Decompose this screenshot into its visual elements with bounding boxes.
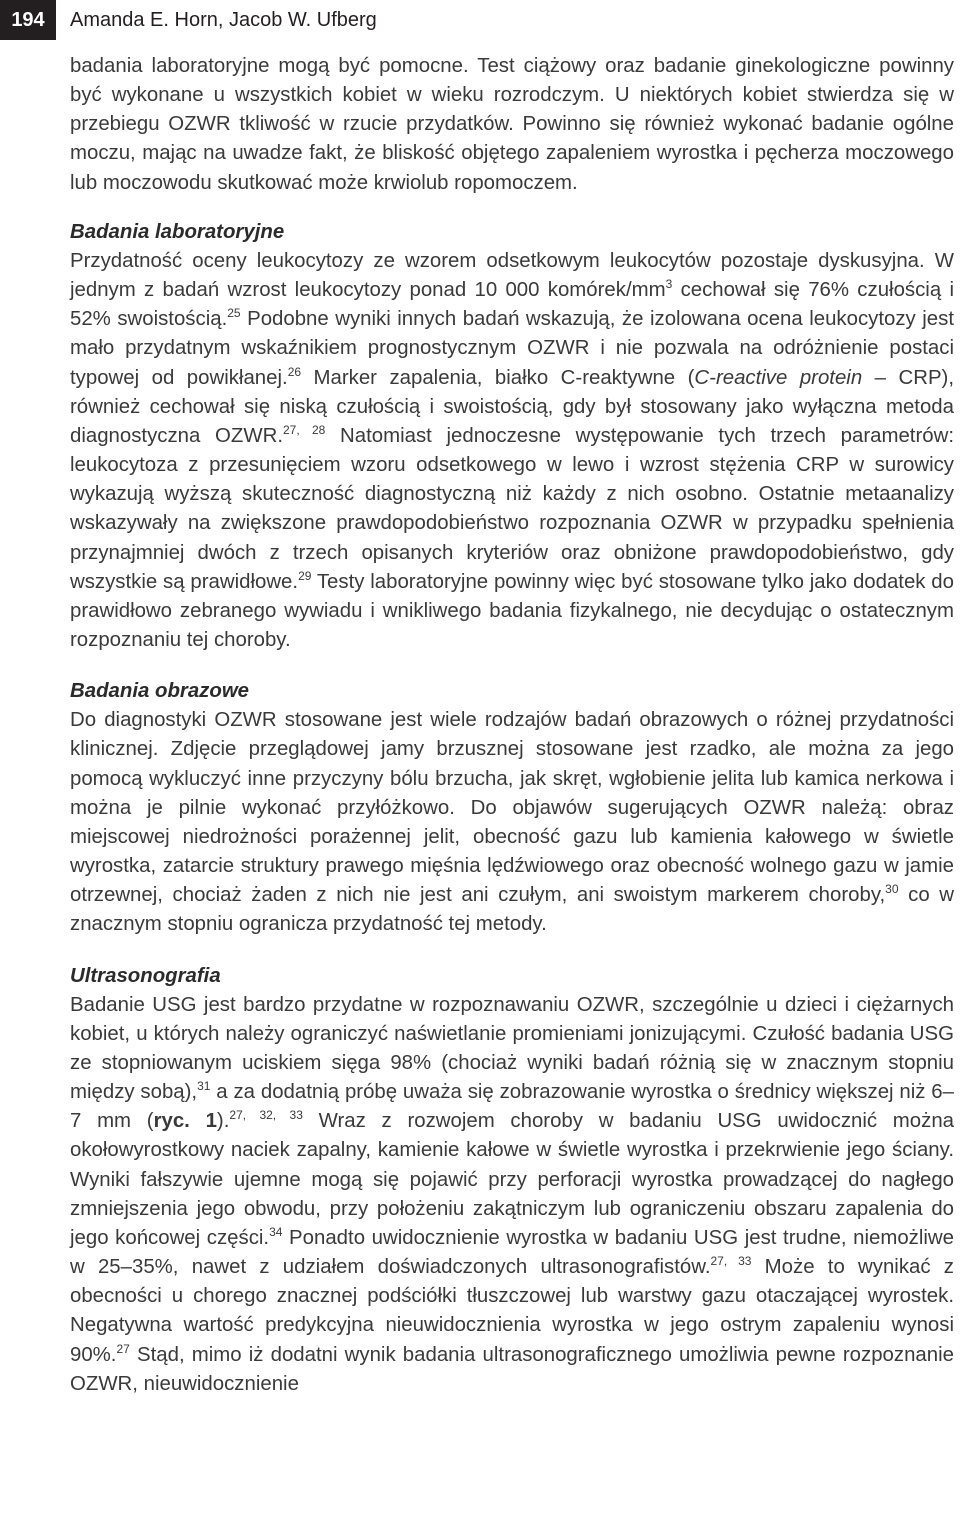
ultrasonography-paragraph (70, 991, 954, 1399)
text-run: Badanie USG jest bardzo przydatne w rozpoznawaniu OZWR, szczególnie u dzieci i ciężarnych kobiet, u których należy ograniczyć naświetlanie promieniami jonizującymi. Czułość badania USG ze stopniowanym uciskiem sięga 98% (chociaż wyniki badań różnią się w znacznym stopniu między sobą), (70, 993, 954, 1104)
citation-ref: 30 (885, 882, 899, 897)
text-run: Podobne wyniki innych badań wskazują, że izolowana ocena leukocytozy jest mało przydatnym wskaźnikiem prognostycznym OZWR i nie pozwala na odróżnienie postaci typowej od powikłanej. (70, 308, 954, 389)
text-run: Może to wynikać z obecności u chorego znacznej podściółki tłuszczowej lub warstwy gazu otaczającej wyrostek. Negatywna wartość predykcyjna nieuwidocznienia wyrostka w jego ostrym zapaleniu wynosi 90%. (70, 1256, 954, 1366)
citation-ref: 26 (287, 364, 302, 379)
running-header-authors: Amanda E. Horn, Jacob W. Ufberg (70, 9, 377, 31)
section-heading-laboratory: Badania laboratoryjne (70, 220, 285, 243)
citation-ref: 31 (197, 1079, 211, 1094)
text-run: Stąd, mimo iż dodatni wynik badania ultrasonograficznego umożliwia pewne rozpoznanie OZWR, nieuwidocznienie (70, 1343, 954, 1395)
laboratory-paragraph (70, 247, 954, 655)
citation-ref: 27, 32, 33 (229, 1108, 303, 1123)
text-run: Natomiast jednoczesne występowanie tych trzech parametrów: leukocytoza z przesunięciem wzoru odsetkowego w lewo i wzrost stężenia CRP w surowicy wykazują wyższą skuteczność diagnostyczną niż każdy z nich osobno. Ostatnie metaanalizy wskazywały na zwiększone prawdopodobieństwo rozpoznania OZWR w przypadku spełnienia przynajmniej dwóch z trzech opisanych kryteriów oraz obniżone prawdopodobieństwo, gdy wszystkie są prawidłowe. (70, 424, 954, 593)
text-run: a za dodatnią próbę uważa się zobrazowanie wyrostka o średnicy większej niż 6–7 mm ( (70, 1081, 954, 1133)
text-run: Ponadto uwidocznienie wyrostka w badaniu USG jest trudne, niemożliwe w 25–35%, nawet z udziałem doświadczonych ultrasonografistów. (70, 1226, 954, 1279)
text-run: co w znacznym stopniu ogranicza przydatność tej metody. (70, 884, 954, 936)
citation-ref: 27, 28 (282, 423, 326, 438)
text-run: cechował się 76% czułością i 52% swoistością. (70, 279, 954, 331)
citation-ref: 34 (269, 1225, 283, 1240)
intro-paragraph: badania laboratoryjne mogą być pomocne. Test ciążowy oraz badanie ginekologiczne powinny być wykonane u wszystkich kobiet w wieku rozrodczym. U niektórych kobiet stwierdza się w przebiegu OZWR tkliwość w rzucie przydatków. Powinno się również wykonać badanie ogólne moczu, mając na uwadze fakt, że bliskość objętego zapaleniem wyrostka i pęcherza moczowego lub moczowodu skutkować może krwiolub ropomoczem. (70, 55, 954, 194)
citation-ref: 25 (227, 306, 241, 321)
section-heading-ultrasonography: Ultrasonografia (70, 964, 221, 987)
citation-ref: 27, 33 (710, 1254, 752, 1269)
text-run: ). (216, 1110, 230, 1133)
page-body (70, 52, 954, 1399)
citation-ref: 27 (116, 1341, 130, 1356)
imaging-paragraph (70, 706, 954, 939)
text-run: Przydatność oceny leukocytozy ze wzorem odsetkowym leukocytów pozostaje dyskusyjna. W jednym z badań wzrost leukocytozy ponad 10 000 komórek/mm (70, 249, 954, 302)
text-run: Do diagnostyki OZWR stosowane jest wiele rodzajów badań obrazowych o różnej przydatności klinicznej. Zdjęcie przeglądowej jamy brzusznej stosowane jest rzadko, ale można za jego pomocą wykluczyć inne przyczyny bólu brzucha, jak skręt, wgłobienie jelita lub kamica nerkowa i można je pilnie wykonać przyłóżkowo. Do objawów sugerujących OZWR należą: obraz miejscowej niedrożności porażennej jelit, obecność gazu lub kamienia kałowego w świetle wyrostka, zatarcie struktury prawego mięśnia lędźwiowego oraz obecność wolnego gazu w jamie otrzewnej, chociaż żaden z nich nie jest ani czułym, ani swoistym markerem choroby, (70, 709, 954, 907)
text-run: – CRP), również cechował się niską czułością i swoistością, gdy był stosowany jako wyłączna metoda diagnostyczna OZWR. (70, 366, 954, 447)
text-run: Testy laboratoryjne powinny więc być stosowane tylko jako dodatek do prawidłowo zebranego wywiadu i wnikliwego badania fizykalnego, nie decydując o ostatecznym rozpoznaniu tej choroby. (70, 570, 954, 651)
superscript-mm3: 3 (665, 277, 673, 292)
page-number: 194 (0, 0, 56, 40)
crp-term-italic: C-reactive protein (694, 366, 863, 389)
section-heading-imaging: Badania obrazowe (70, 680, 250, 703)
citation-ref: 29 (298, 568, 312, 583)
figure-reference: ryc. 1 (153, 1110, 217, 1133)
text-run: Wraz z rozwojem choroby w badaniu USG uwidocznić można okołowyrostkowy naciek zapalny, kamienie kałowe w świetle wyrostka i przekrwienie jego ściany. Wyniki fałszywie ujemne mogą się pojawić przy perforacji wyrostka prowadzącej do nagłego zmniejszenia jego obwodu, przy położeniu zakątniczym lub ograniczeniu obszaru zapalenia do jego końcowej części. (70, 1110, 955, 1249)
text-run: Marker zapalenia, białko C-reaktywne ( (301, 366, 695, 389)
